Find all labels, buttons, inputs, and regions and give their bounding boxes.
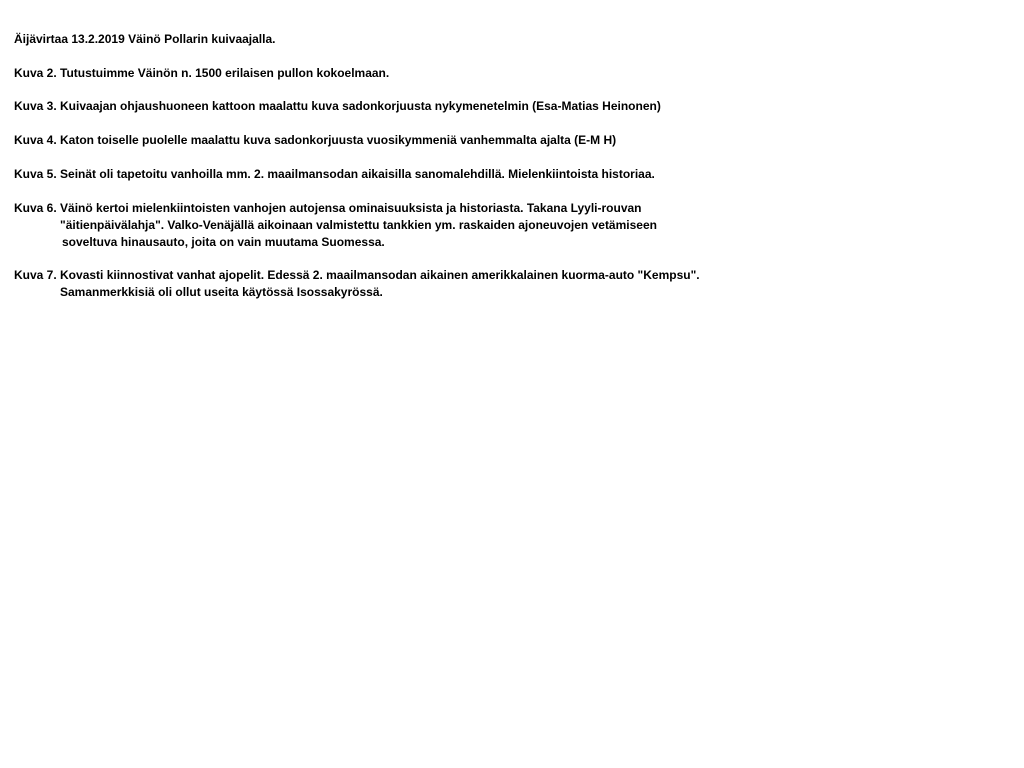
caption-line: "äitienpäivälahja". Valko-Venäjällä aikoinaan valmistettu tankkien ym. raskaiden ajoneuvojen vetämiseen: [60, 218, 657, 232]
caption-line: Kuva 5. Seinät oli tapetoitu vanhoilla mm. 2. maailmansodan aikaisilla sanomalehdillä. Mielenkiintoista historiaa.: [14, 167, 655, 181]
caption-line: Kuva 6. Väinö kertoi mielenkiintoisten vanhojen autojensa ominaisuuksista ja historiasta. Takana Lyyli-rouvan: [14, 201, 642, 215]
caption-kuva-7: [14, 267, 700, 301]
caption-kuva-2: [14, 65, 389, 82]
caption-line: Kuva 4. Katon toiselle puolelle maalattu kuva sadonkorjuusta vuosikymmeniä vanhemmalta ajalta (E-M H): [14, 133, 617, 147]
caption-kuva-4: [14, 132, 616, 149]
caption-kuva-5: [14, 166, 655, 183]
caption-kuva-3: [14, 98, 661, 115]
document-title: Äijävirtaa 13.2.2019 Väinö Pollarin kuivaajalla.: [14, 32, 276, 46]
caption-kuva-6: [14, 200, 657, 251]
caption-line: soveltuva hinausauto, joita on vain muutama Suomessa.: [62, 235, 385, 249]
caption-line: Kuva 2. Tutustuimme Väinön n. 1500 erilaisen pullon kokoelmaan.: [14, 66, 390, 80]
caption-line: Kuva 3. Kuivaajan ohjaushuoneen kattoon maalattu kuva sadonkorjuusta nykymenetelmin (Esa-Matias Heinonen): [14, 99, 661, 113]
caption-line: Samanmerkkisiä oli ollut useita käytössä Isossakyrössä.: [60, 285, 383, 299]
caption-line: Kuva 7. Kovasti kiinnostivat vanhat ajopelit. Edessä 2. maailmansodan aikainen amerikkalainen kuorma-auto "Kempsu".: [14, 268, 700, 282]
